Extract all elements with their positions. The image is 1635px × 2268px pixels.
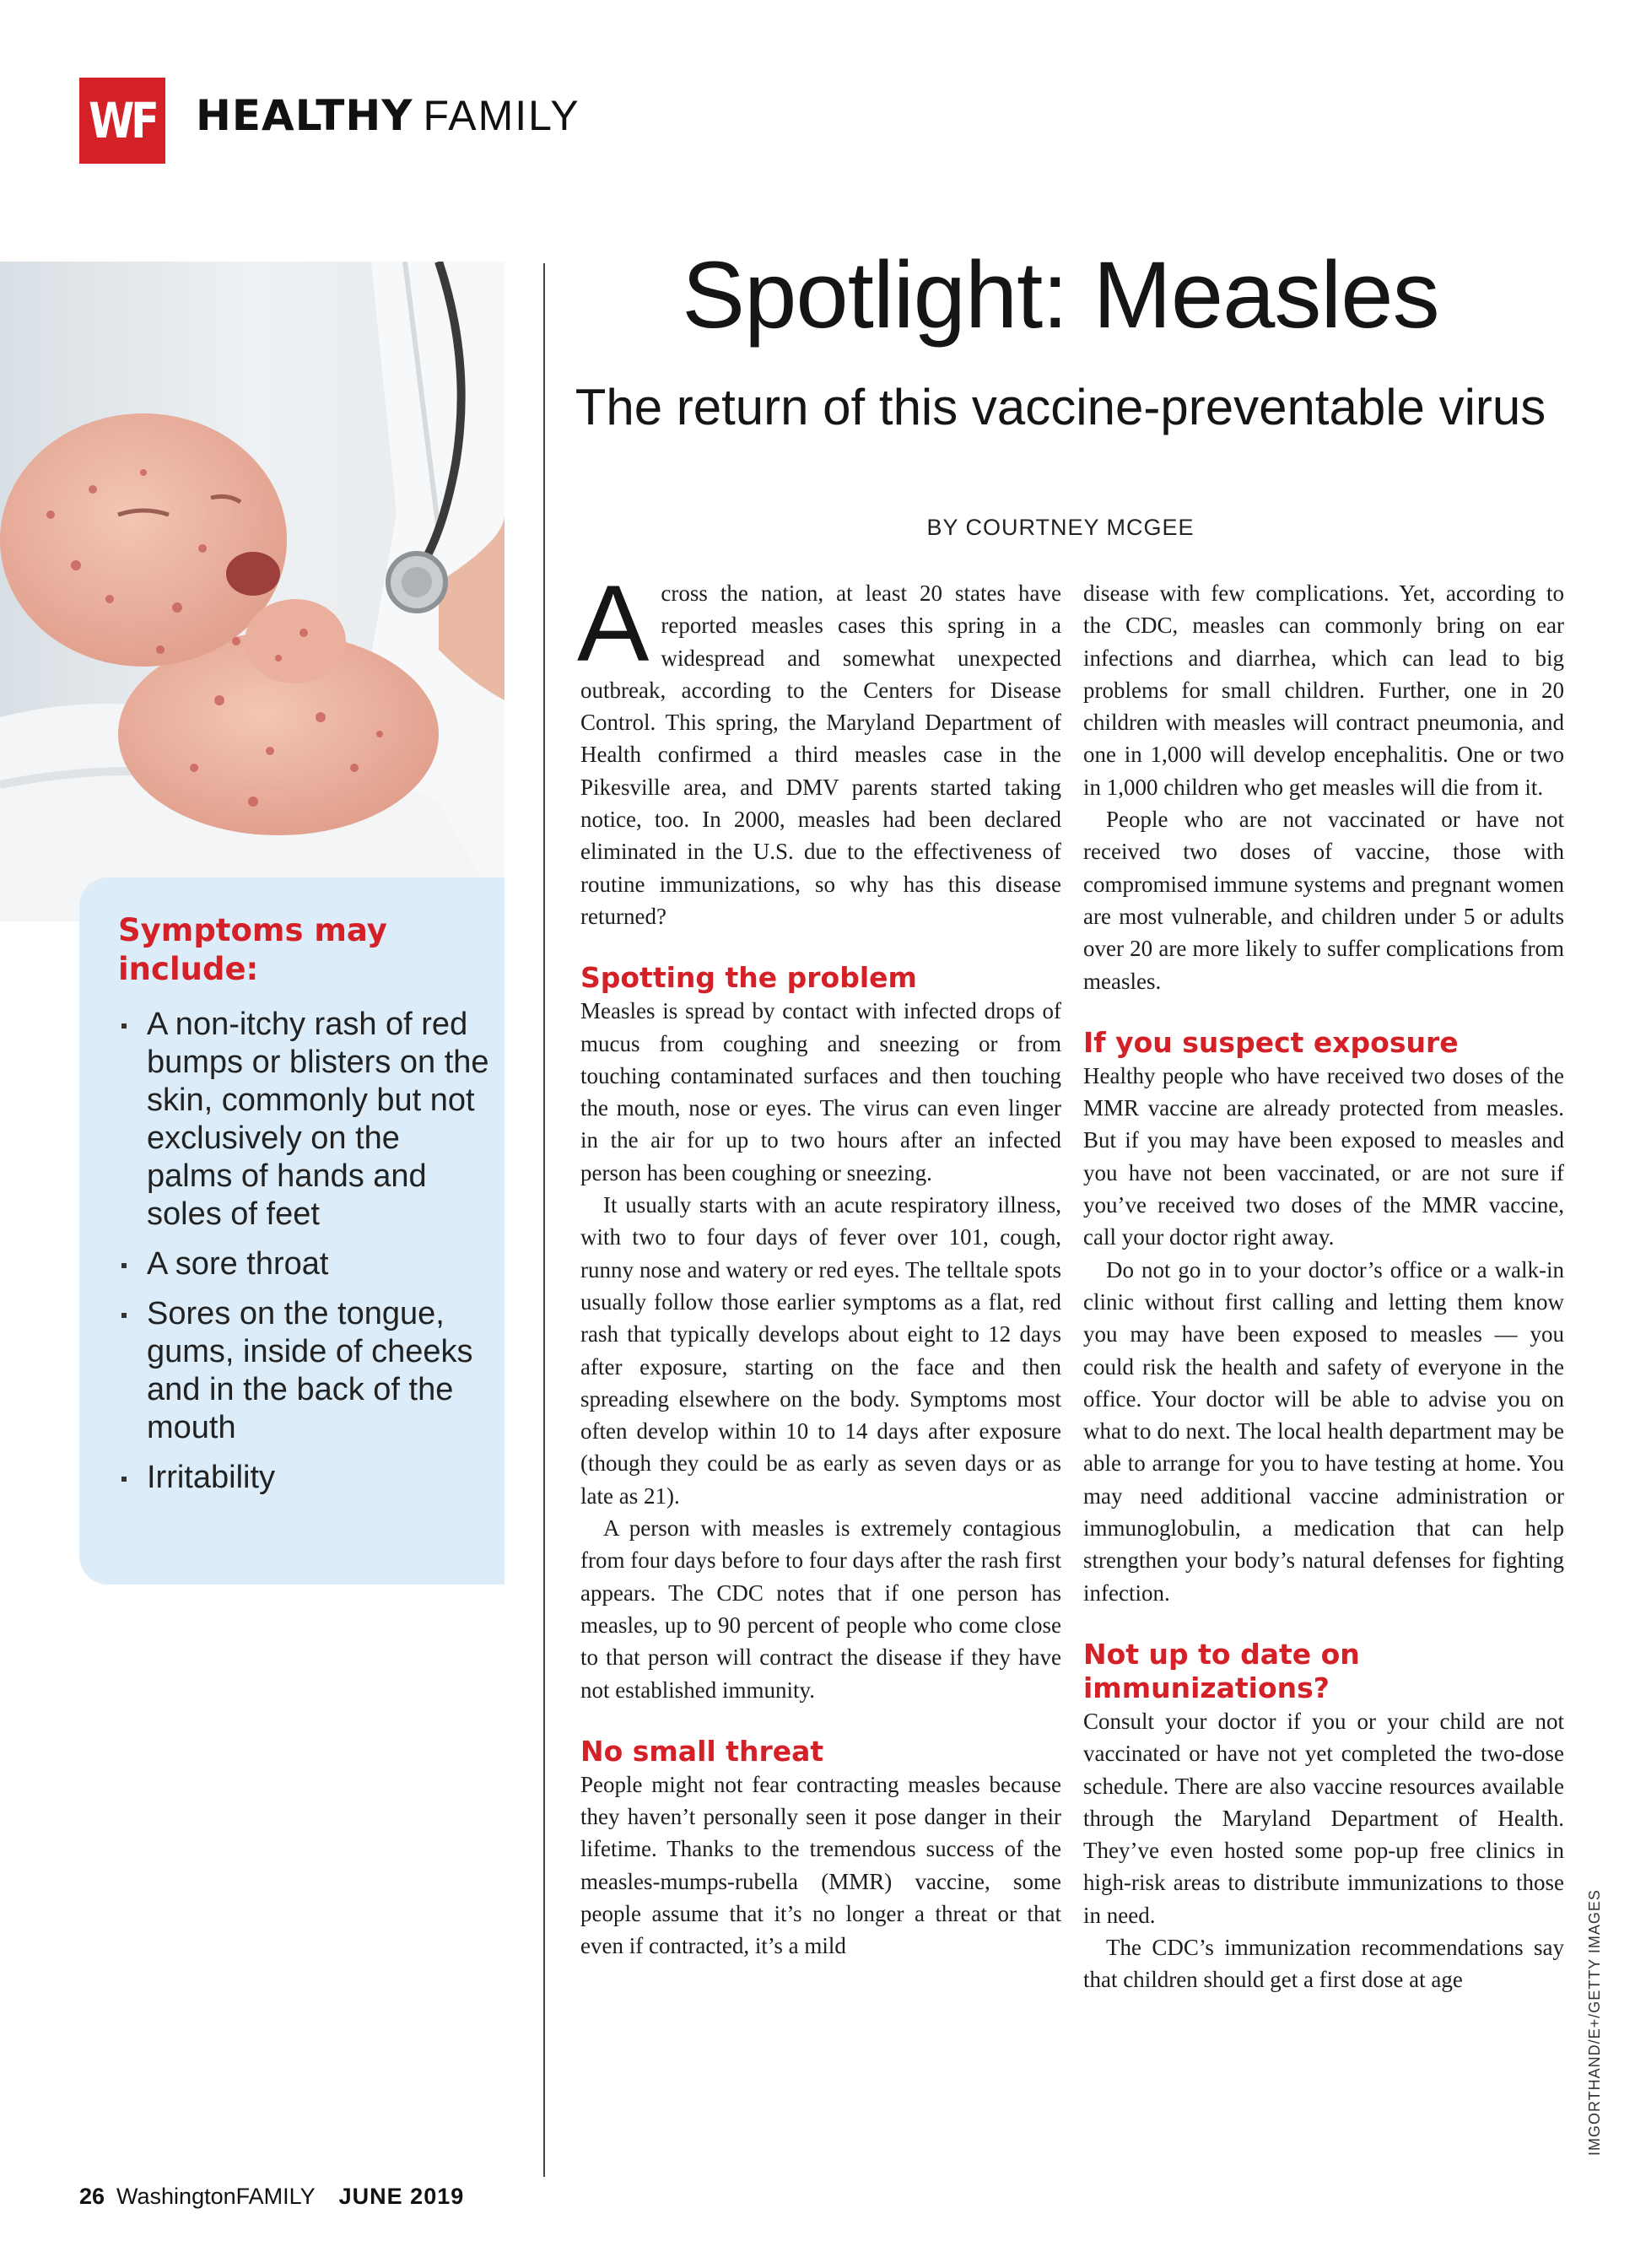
- article-title: Spotlight: Measles: [682, 242, 1439, 348]
- symptoms-list: [118, 1006, 489, 1509]
- wf-logo: WF: [79, 78, 165, 164]
- list-item: Irritability: [118, 1459, 489, 1497]
- issue-date: JUNE 2019: [338, 2184, 465, 2209]
- paragraph: People might not fear contracting measles because they haven’t personally seen it pose danger in their lifetime. Thanks to the tremendous success of the measles-mumps-rubella (MMR) vaccine, some people assume that it’s no longer a threat or that even if contracted, it’s a mild: [580, 1771, 1061, 1959]
- article-subtitle: The return of this vaccine-preventable virus: [575, 379, 1546, 435]
- paragraph: A person with measles is extremely contagious from four days before to four days after the rash first appears. The CDC notes that if one person has measles, up to 90 percent of people who come close to that person will contract the disease if they have not established immunity.: [580, 1515, 1061, 1703]
- paragraph: disease with few complications. Yet, according to the CDC, measles can commonly bring on ear infections and diarrhea, which can lead to big problems for small children. Further, one in 20 children with measles will contract pneumonia, and one in 1,000 will develop encephalitis. One or two in 1,000 children who get measles will die from it.: [1083, 580, 1564, 800]
- subhead-if-you-suspect-exposure: If you suspect exposure: [1083, 1025, 1459, 1059]
- section-title: [196, 91, 580, 140]
- publication-name: WashingtonFAMILY: [116, 2184, 316, 2209]
- paragraph: Consult your doctor if you or your child are not vaccinated or have not yet completed the two-dose schedule. There are also vaccine resources available through the Maryland Department of Health. They’ve even hosted some pop-up free clinics in high-risk areas to distribute immunizations to those in need.: [1083, 1708, 1564, 1928]
- body-column-right: [1083, 577, 1564, 1996]
- list-item: Sores on the tongue, gums, inside of cheeks and in the back of the mouth: [118, 1295, 489, 1447]
- subhead-no-small-threat: No small threat: [580, 1734, 824, 1768]
- photo-credit: IMGORTHAND/E+/GETTY IMAGES: [1586, 1889, 1603, 2156]
- subhead-not-up-to-date: Not up to date on immunizations?: [1083, 1637, 1360, 1704]
- baby-photo: [0, 262, 505, 921]
- paragraph: Do not go in to your doctor’s office or a walk-in clinic without first calling and letting them know you may have been exposed to measles — you could risk the health and safety of everyone in the office. Your doctor will be able to advise you on what to do next. The local health department may be able to arrange for you to have testing at home. You may need additional vaccine administration or immunoglobulin, a medication that can help strengthen your body’s natural defenses for fighting infection.: [1083, 1256, 1564, 1606]
- list-item: A sore throat: [118, 1245, 489, 1283]
- subhead-spotting-the-problem: Spotting the problem: [580, 961, 917, 995]
- drop-cap: A: [577, 564, 650, 684]
- body-column-left: [577, 564, 1061, 1963]
- section-title-light: FAMILY: [423, 92, 580, 139]
- list-item: A non-itchy rash of red bumps or blisters on the skin, commonly but not exclusively on the palms of hands and soles of feet: [118, 1006, 489, 1234]
- page-number: 26: [79, 2184, 105, 2209]
- paragraph: cross the nation, at least 20 states have reported measles cases this spring in a widespread and somewhat unexpected outbreak, according to the Centers for Disease Control. This spring, the Maryland Department of Health confirmed a third measles case in the Pikesville area, and DMV parents started taking notice, too. In 2000, measles had been declared eliminated in the U.S. due to the effectiveness of routine immunizations, so why has this disease returned?: [580, 580, 1061, 929]
- paragraph: People who are not vaccinated or have not received two doses of vaccine, those with compromised immune systems and pregnant women are most vulnerable, and children under 5 or adults over 20 are more likely to suffer complications from measles.: [1083, 807, 1564, 994]
- section-title-bold: HEALTHY: [196, 91, 413, 140]
- paragraph: The CDC’s immunization recommendations say that children should get a first dose at age: [1083, 1934, 1564, 1993]
- paragraph: Healthy people who have received two doses of the MMR vaccine are already protected from measles. But if you may have been exposed to measles and you have not been vaccinated, or are not sure if you’ve received two doses of the MMR vaccine, call your doctor right away.: [1083, 1062, 1564, 1250]
- paragraph: It usually starts with an acute respiratory illness, with two to four days of fever over 101, cough, runny nose and watery or red eyes. The telltale spots usually follow those earlier symptoms as a flat, red rash that typically develops about eight to 12 days after exposure, starting on the face and then spreading elsewhere on the body. Symptoms most often develop within 10 to 14 days after exposure (though they could be as early as seven days or as late as 21).: [580, 1192, 1061, 1509]
- column-divider: [543, 263, 545, 2177]
- page-footer: [79, 2184, 464, 2210]
- sidebar-heading: Symptoms may include:: [118, 912, 387, 987]
- paragraph: Measles is spread by contact with infected drops of mucus from coughing and sneezing or from touching contaminated surfaces and then touching the mouth, nose or eyes. The virus can even linger in the air for up to two hours after an infected person has been coughing or sneezing.: [580, 998, 1061, 1185]
- byline: BY COURTNEY MCGEE: [926, 515, 1195, 540]
